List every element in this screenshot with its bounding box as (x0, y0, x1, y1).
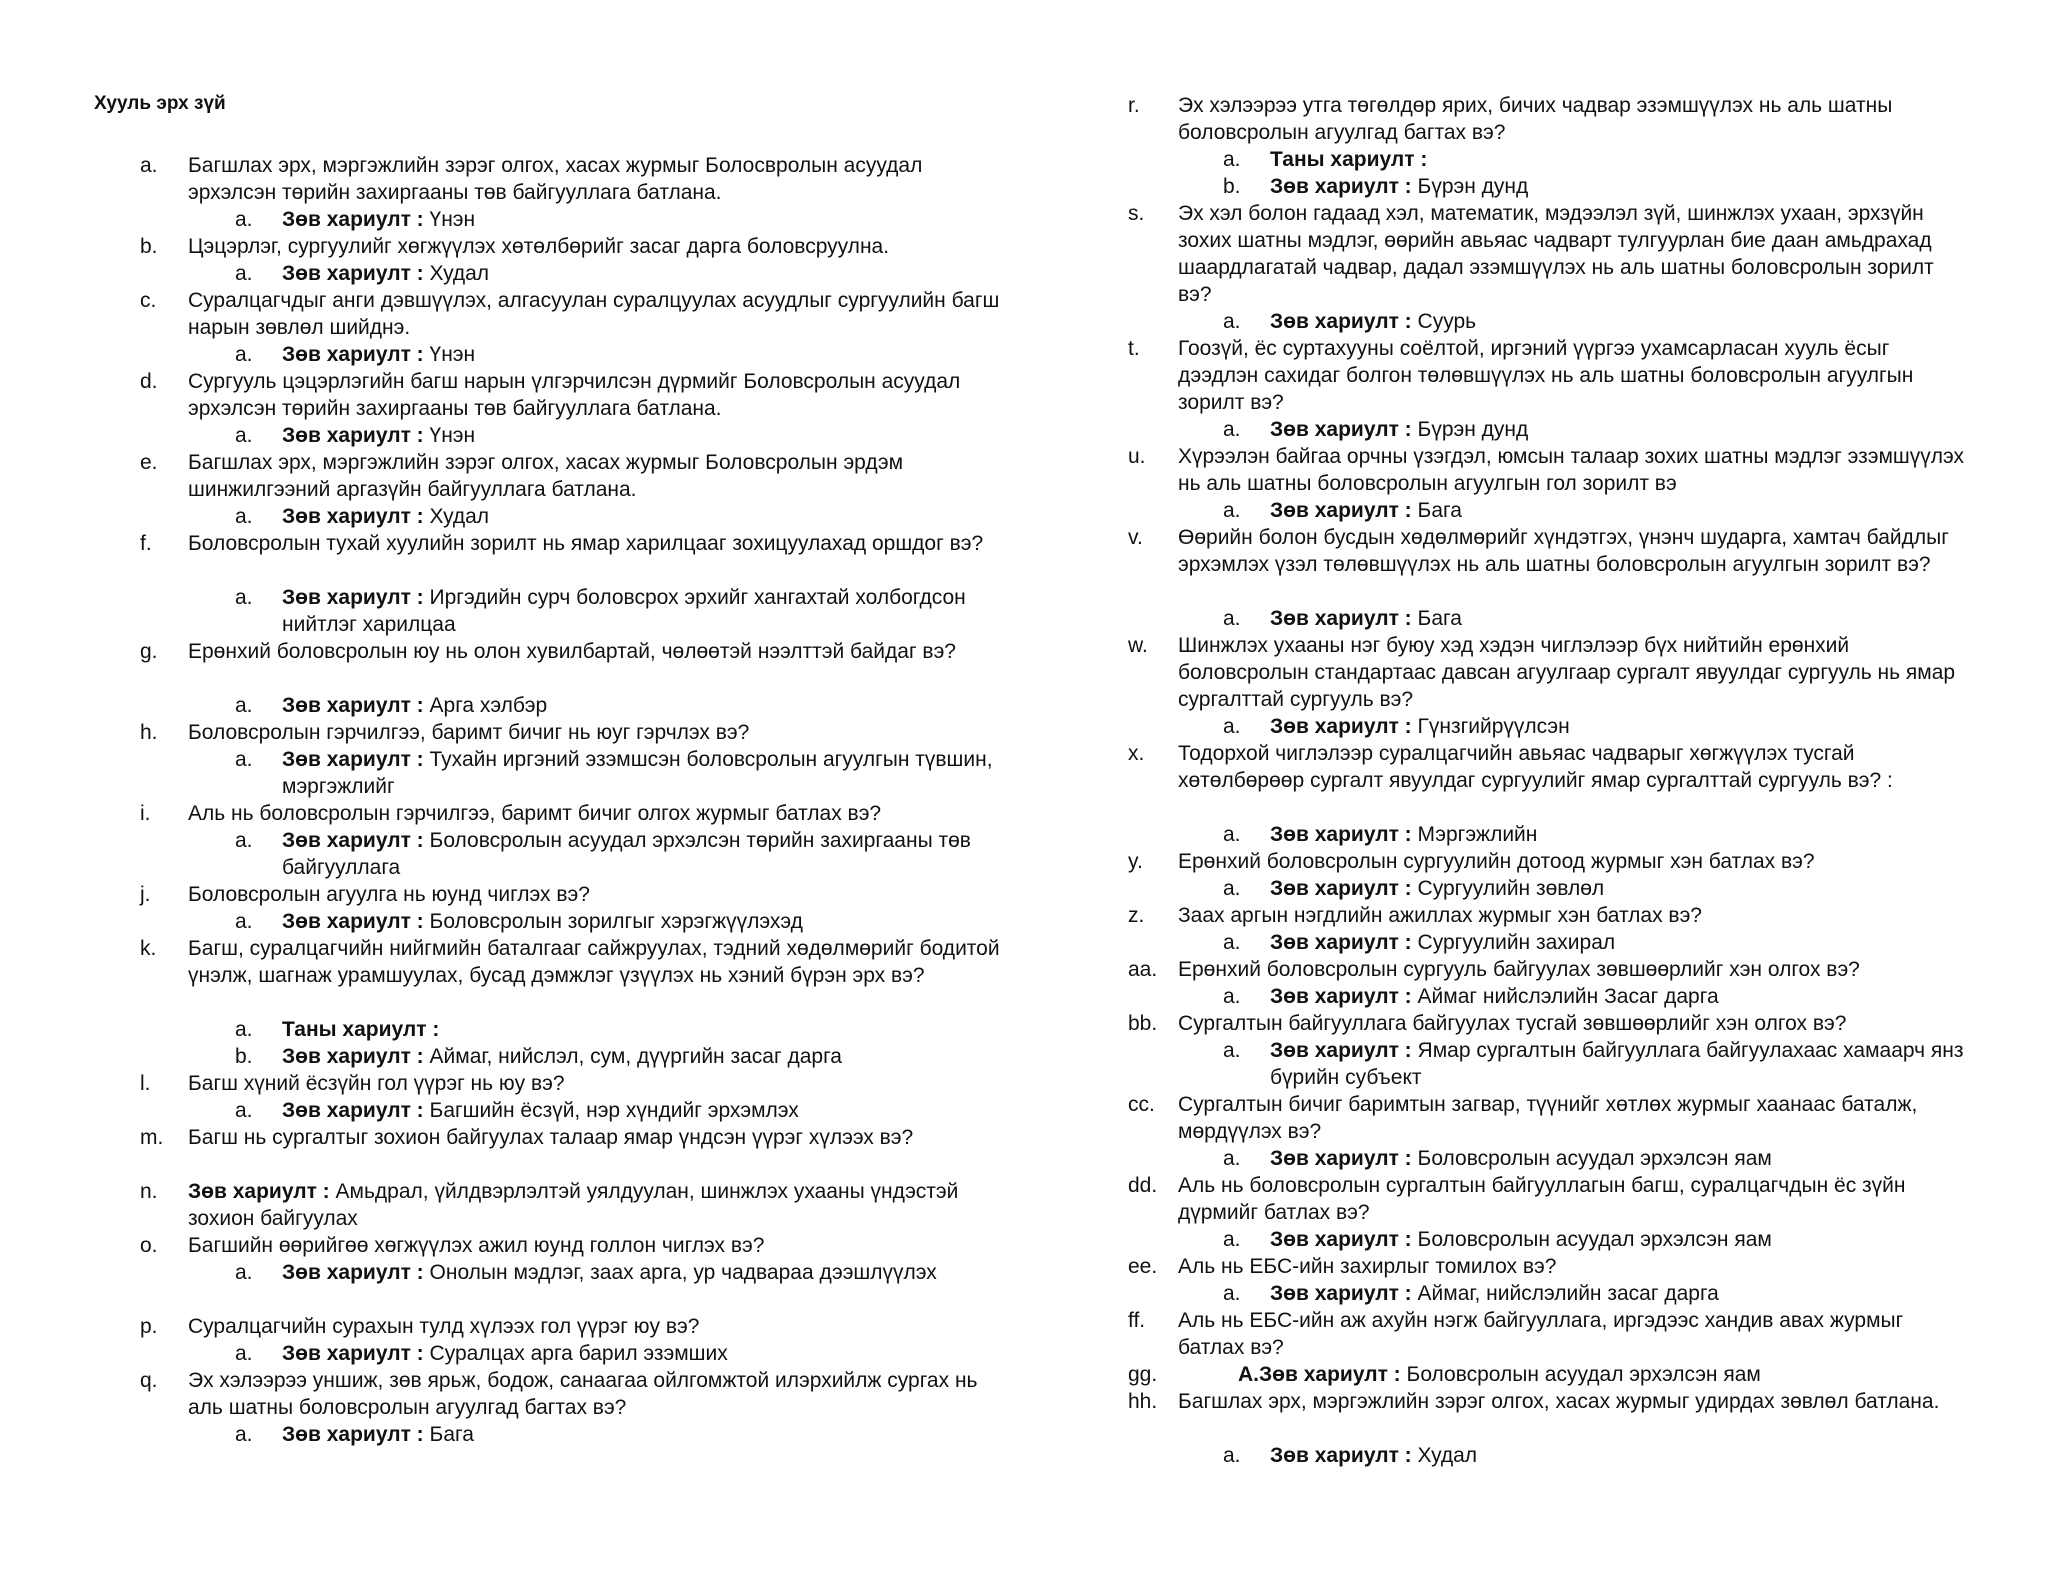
answer-body (1270, 605, 1968, 632)
question-item (1128, 1010, 1968, 1037)
answer-label: b. (235, 1045, 253, 1068)
answer-label: a. (1223, 310, 1241, 333)
question-item (1128, 92, 1968, 146)
answer-key: Зөв хариулт : (282, 424, 424, 447)
question-text: Аль нь боловсролын сургалтын байгууллагын багш, суралцагчдын ёс зүйн дүрмийг батлах вэ? (1178, 1174, 1906, 1224)
answer-body (282, 908, 1008, 935)
answer-body (282, 692, 1008, 719)
answer-key: Зөв хариулт : (1270, 1228, 1412, 1251)
answer-body (1270, 929, 1968, 956)
answer-text: Аймаг, нийслэлийн засаг дарга (1417, 1282, 1719, 1305)
answer-label: a. (1223, 715, 1241, 738)
answer-label: a. (1223, 931, 1241, 954)
answer-label: a. (235, 1261, 253, 1284)
question-label: s. (1128, 202, 1145, 225)
answer-text: Суралцах арга барил эзэмших (429, 1342, 728, 1365)
question-item (140, 152, 1008, 206)
answer-key: Зөв хариулт : (282, 694, 424, 717)
answer-text: Бага (1417, 607, 1462, 630)
answer-body (282, 1340, 1008, 1367)
answer-body (282, 1421, 1008, 1448)
answer-item (1223, 308, 1968, 335)
answer-key: Зөв хариулт : (282, 829, 424, 852)
answer-item (1223, 605, 1968, 632)
answer-key: Зөв хариулт : (1270, 1444, 1412, 1467)
question-label: x. (1128, 742, 1145, 765)
question-text: Аль нь боловсролын гэрчилгээ, баримт бичиг олгох журмыг батлах вэ? (188, 802, 882, 825)
answer-label: a. (235, 1423, 253, 1446)
answer-body (1270, 713, 1968, 740)
question-label: i. (140, 802, 151, 825)
question-text: Гоозүй, ёс суртахууны соёлтой, иргэний үүргээ ухамсарласан хууль ёсыг дээдлэн сахидаг болгон төлөвшүүлэх нь аль шатны боловсролын агуулгын зорилт вэ? (1178, 337, 1914, 414)
answer-key: Зөв хариулт : (282, 586, 424, 609)
answer-label: a. (1223, 1039, 1241, 1062)
question-label: e. (140, 451, 158, 474)
question-label: ff. (1128, 1309, 1146, 1332)
question-label: y. (1128, 850, 1143, 873)
answer-key: Зөв хариулт : (282, 1423, 424, 1446)
answer-label: b. (1223, 175, 1241, 198)
answer-key: Зөв хариулт : (1270, 1039, 1412, 1062)
answer-text: Гүнзгийрүүлсэн (1417, 715, 1570, 738)
answer-key: Зөв хариулт : (1270, 715, 1412, 738)
answer-key: Зөв хариулт : (1270, 310, 1412, 333)
answer-item (235, 1043, 1008, 1070)
answer-body (1270, 173, 1968, 200)
question-text: Багш нь сургалтыг зохион байгуулах талаар ямар үндсэн үүрэг хүлээх вэ? (188, 1126, 914, 1149)
question-item (140, 881, 1008, 908)
answer-key: Зөв хариулт : (1270, 985, 1412, 1008)
question-text: Эх хэл болон гадаад хэл, математик, мэдээлэл зүй, шинжлэх ухаан, эрхзүйн зохих шатны мэдлэг, өөрийн авьяас чадварт тулгуурлан бие даан амьдрахад шаардлагатай чадвар, дадал эзэмшүүлэх нь аль шатны боловсролын зорилт вэ? (1178, 202, 1934, 306)
question-item (140, 1178, 1008, 1232)
answer-body (1270, 983, 1968, 1010)
answer-label: a. (235, 208, 253, 231)
question-label: ee. (1128, 1255, 1158, 1278)
answer-text: Үнэн (429, 208, 476, 231)
answer-key: Зөв хариулт : (282, 262, 424, 285)
question-item (140, 719, 1008, 746)
question-item (140, 1232, 1008, 1259)
answer-text: Худал (1417, 1444, 1478, 1467)
question-text: Тодорхой чиглэлээр суралцагчийн авьяас чадварыг хөгжүүлэх тусгай хөтөлбөрөөр сургалт явуулдаг сургуулийг ямар сургалттай сургууль вэ? : (1178, 742, 1893, 792)
question-label: cc. (1128, 1093, 1155, 1116)
question-item (1128, 902, 1968, 929)
question-text: Эх хэлээрээ уншиж, зөв ярьж, бодож, санаагаа ойлгомжтой илэрхийлж сургах нь аль шатны боловсролын агуулгад багтах вэ? (188, 1369, 978, 1419)
question-text: Суралцагчийн сурахын тулд хүлээх гол үүрэг юу вэ? (188, 1315, 700, 1338)
question-label: a. (140, 154, 158, 177)
answer-key: Зөв хариулт : (1270, 418, 1412, 441)
answer-label: a. (235, 1342, 253, 1365)
answer-key: Зөв хариулт : (1270, 1282, 1412, 1305)
answer-body (1270, 146, 1968, 173)
question-text: Шинжлэх ухааны нэг буюу хэд хэдэн чиглэлээр бүх нийтийн ерөнхий боловсролын стандартаас давсан агуулгаар сургалт явуулдаг сургууль нь ямар сургалттай сургууль вэ? (1178, 634, 1956, 711)
question-text: Боловсролын гэрчилгээ, баримт бичиг нь юуг гэрчлэх вэ? (188, 721, 750, 744)
answer-key: Зөв хариулт : (282, 1045, 424, 1068)
answer-text: Сургуулийн зөвлөл (1417, 877, 1605, 900)
answer-item (1223, 929, 1968, 956)
answer-label: a. (1223, 1444, 1241, 1467)
question-item (140, 368, 1008, 422)
answer-text: Худал (429, 262, 490, 285)
answer-text: Худал (429, 505, 490, 528)
answer-label: a. (1223, 1228, 1241, 1251)
answer-label: a. (235, 505, 253, 528)
answer-body (282, 1016, 1008, 1043)
answer-item (235, 503, 1008, 530)
question-label: dd. (1128, 1174, 1158, 1197)
answer-body (1270, 821, 1968, 848)
question-item (140, 1124, 1008, 1151)
question-label: l. (140, 1072, 151, 1095)
answer-item (1223, 875, 1968, 902)
question-item (1128, 632, 1968, 713)
answer-item (1223, 1145, 1968, 1172)
answer-body (1270, 308, 1968, 335)
question-item (1128, 1361, 1968, 1388)
answer-text: Боловсролын асуудал эрхэлсэн төрийн захиргааны төв байгууллага (282, 829, 971, 879)
question-text (188, 1178, 1008, 1232)
question-text: Сургууль цэцэрлэгийн багш нарын үлгэрчилсэн дүрмийг Боловсролын асуудал эрхэлсэн төрийн захиргааны төв байгууллага батлана. (188, 370, 961, 420)
answer-item (235, 1097, 1008, 1124)
question-label: b. (140, 235, 158, 258)
answer-item (1223, 173, 1968, 200)
answer-item (1223, 713, 1968, 740)
answer-key: Зөв хариулт : (1270, 1147, 1412, 1170)
answer-item (1223, 1226, 1968, 1253)
answer-label: a. (1223, 499, 1241, 522)
answer-key: Зөв хариулт : (282, 748, 424, 771)
question-text: Багшийн өөрийгөө хөгжүүлэх ажил юунд голлон чиглэх вэ? (188, 1234, 765, 1257)
answer-item (235, 692, 1008, 719)
question-item (1128, 956, 1968, 983)
question-item (1128, 1091, 1968, 1145)
answer-key: Зөв хариулт : (1270, 175, 1412, 198)
question-text: Багш хүний ёсзүйн гол үүрэг нь юу вэ? (188, 1072, 565, 1095)
question-item (140, 449, 1008, 503)
answer-key: Зөв хариулт : (282, 1342, 424, 1365)
question-text: Аль нь ЕБС-ийн захирлыг томилох вэ? (1178, 1255, 1557, 1278)
answer-body (1270, 416, 1968, 443)
question-item (140, 935, 1008, 989)
question-text: Цэцэрлэг, сургуулийг хөгжүүлэх хөтөлбөрийг засаг дарга боловсруулна. (188, 235, 890, 258)
question-item (140, 1313, 1008, 1340)
answer-text: Боловсролын асуудал эрхэлсэн яам (1417, 1228, 1772, 1251)
answer-item (1223, 983, 1968, 1010)
answer-body (1270, 875, 1968, 902)
answer-key: Зөв хариулт : (282, 505, 424, 528)
answer-key: Зөв хариулт : (1270, 877, 1412, 900)
question-label: o. (140, 1234, 158, 1257)
answer-body (282, 746, 1008, 800)
answer-item (1223, 416, 1968, 443)
answer-key: Зөв хариулт : (1270, 823, 1412, 846)
question-item (1128, 1253, 1968, 1280)
answer-text: Аймаг, нийслэл, сум, дүүргийн засаг дарга (429, 1045, 842, 1068)
question-label: c. (140, 289, 157, 312)
question-text: Эх хэлээрээ утга төгөлдөр ярих, бичих чадвар эзэмшүүлэх нь аль шатны боловсролын агуулгад багтах вэ? (1178, 94, 1893, 144)
question-label: h. (140, 721, 158, 744)
question-item (140, 1367, 1008, 1421)
answer-body (282, 584, 1008, 638)
answer-text: Суурь (1417, 310, 1477, 333)
answer-label: a. (235, 748, 253, 771)
question-text: Аль нь ЕБС-ийн аж ахуйн нэгж байгууллага, иргэдээс хандив авах журмыг батлах вэ? (1178, 1309, 1904, 1359)
question-item (140, 287, 1008, 341)
question-text: Өөрийн болон бусдын хөдөлмөрийг хүндэтгэх, үнэнч шударга, хамтач байдлыг эрхэмлэх үзэл төлөвшүүлэх нь аль шатны боловсролын агуулгын зорилт вэ? (1178, 526, 1949, 576)
question-text: Сургалтын бичиг баримтын загвар, түүнийг хөтлөх журмыг хаанаас баталж, мөрдүүлэх вэ? (1178, 1093, 1918, 1143)
answer-label: a. (1223, 877, 1241, 900)
answer-item (1223, 1280, 1968, 1307)
answer-body (282, 503, 1008, 530)
answer-key: Зөв хариулт : (282, 343, 424, 366)
question-label: m. (140, 1126, 164, 1149)
answer-body (282, 1097, 1008, 1124)
answer-text: Бүрэн дунд (1417, 175, 1529, 198)
question-text: Заах аргын нэгдлийн ажиллах журмыг хэн батлах вэ? (1178, 904, 1702, 927)
question-label: j. (140, 883, 151, 906)
answer-label: a. (235, 424, 253, 447)
answer-body (1270, 1037, 1968, 1091)
question-text: Ерөнхий боловсролын сургуулийн дотоод журмыг хэн батлах вэ? (1178, 850, 1815, 873)
question-text: Хүрээлэн байгаа орчны үзэгдэл, юмсын талаар зохих шатны мэдлэг эзэмшүүлэх нь аль шатны боловсролын агуулгын гол зорилт вэ (1178, 445, 1965, 495)
answer-key: Зөв хариулт : (1270, 931, 1412, 954)
question-text: Багшлах эрх, мэргэжлийн зэрэг олгох, хасах журмыг Болосвролын асуудал эрхэлсэн төрийн захиргааны төв байгууллага батлана. (188, 154, 923, 204)
answer-text: Үнэн (429, 424, 476, 447)
question-text: Ерөнхий боловсролын юу нь олон хувилбартай, чөлөөтэй нээлттэй байдаг вэ? (188, 640, 956, 663)
answer-label: a. (235, 910, 253, 933)
answer-key: Зөв хариулт : (1270, 499, 1412, 522)
answer-body (282, 206, 1008, 233)
answer-item (235, 827, 1008, 881)
answer-body (282, 1043, 1008, 1070)
answer-text: Амьдрал, үйлдвэрлэлтэй уялдуулан, шинжлэх ухааны үндэстэй зохион байгуулах (188, 1180, 959, 1230)
answer-key: Зөв хариулт : (282, 1261, 424, 1284)
answer-label: a. (1223, 985, 1241, 1008)
answer-label: a. (235, 1099, 253, 1122)
question-label: g. (140, 640, 158, 663)
answer-body (1270, 1442, 1968, 1469)
question-item (1128, 200, 1968, 308)
your-answer-key: Таны хариулт : (282, 1018, 440, 1041)
answer-key: Зөв хариулт : (282, 910, 424, 933)
question-text: Багш, суралцагчийн нийгмийн баталгааг сайжруулах, тэдний хөдөлмөрийг бодитой үнэлж, шагнаж урамшуулах, бусад дэмжлэг үзүүлэх нь хэний бүрэн эрх вэ? (188, 937, 1000, 987)
question-label: q. (140, 1369, 158, 1392)
answer-item (235, 1259, 1008, 1286)
question-label: f. (140, 532, 152, 555)
answer-body (282, 422, 1008, 449)
answer-label: a. (235, 343, 253, 366)
answer-text: Бага (429, 1423, 474, 1446)
answer-body (1270, 1226, 1968, 1253)
question-item (1128, 443, 1968, 497)
answer-label: a. (235, 1018, 253, 1041)
answer-text: Боловсролын зорилгыг хэрэгжүүлэхэд (429, 910, 803, 933)
answer-body (282, 827, 1008, 881)
answer-item (1223, 497, 1968, 524)
answer-label: a. (235, 829, 253, 852)
question-label: v. (1128, 526, 1143, 549)
question-label: aa. (1128, 958, 1158, 981)
answer-body (1270, 1280, 1968, 1307)
answer-text: Аймаг нийслэлийн Засаг дарга (1417, 985, 1719, 1008)
question-text (1178, 1361, 1968, 1388)
question-item (1128, 1307, 1968, 1361)
answer-body (1270, 1145, 1968, 1172)
answer-item (235, 584, 1008, 638)
answer-text: Тухайн иргэний эзэмшсэн боловсролын агуулгын түвшин, мэргэжлийг (282, 748, 993, 798)
question-text: Сургалтын байгууллага байгуулах тусгай зөвшөөрлийг хэн олгох вэ? (1178, 1012, 1847, 1035)
answer-item (235, 908, 1008, 935)
answer-key: Зөв хариулт : (188, 1180, 330, 1203)
page-title: Хууль эрх зүй (94, 93, 226, 114)
question-label: r. (1128, 94, 1140, 117)
answer-body (282, 341, 1008, 368)
answer-text: Иргэдийн сурч боловсрох эрхийг хангахтай холбогдсон нийтлэг харилцаа (282, 586, 966, 636)
answer-label: a. (1223, 148, 1241, 171)
question-label: gg. (1128, 1363, 1158, 1386)
question-item (1128, 740, 1968, 794)
question-item (1128, 335, 1968, 416)
answer-body (282, 260, 1008, 287)
answer-item (1223, 1442, 1968, 1469)
question-label: t. (1128, 337, 1140, 360)
answer-item (235, 1016, 1008, 1043)
question-text: Ерөнхий боловсролын сургууль байгуулах зөвшөөрлийг хэн олгох вэ? (1178, 958, 1860, 981)
answer-key: Зөв хариулт : (282, 1099, 424, 1122)
question-item (140, 1070, 1008, 1097)
answer-label: a. (1223, 1147, 1241, 1170)
answer-key: Зөв хариулт : (282, 208, 424, 231)
question-label: k. (140, 937, 157, 960)
answer-item (235, 341, 1008, 368)
answer-text: Боловсролын асуудал эрхэлсэн яам (1417, 1147, 1772, 1170)
question-item (140, 233, 1008, 260)
answer-text: Сургуулийн захирал (1417, 931, 1616, 954)
answer-label: a. (235, 586, 253, 609)
answer-item (235, 422, 1008, 449)
answer-text: Ямар сургалтын байгууллага байгуулахаас хамаарч янз бүрийн субъект (1270, 1039, 1964, 1089)
answer-text: Багшийн ёсзүй, нэр хүндийг эрхэмлэх (429, 1099, 799, 1122)
answer-text: Боловсролын асуудал эрхэлсэн яам (1406, 1363, 1761, 1386)
question-label: p. (140, 1315, 158, 1338)
answer-item (1223, 821, 1968, 848)
answer-label: a. (1223, 418, 1241, 441)
question-item (140, 638, 1008, 665)
answer-key: А.Зөв хариулт : (1238, 1363, 1401, 1386)
question-text: Боловсролын агуулга нь юунд чиглэх вэ? (188, 883, 590, 906)
question-item (140, 530, 1008, 557)
question-label: bb. (1128, 1012, 1158, 1035)
question-label: hh. (1128, 1390, 1158, 1413)
question-item (1128, 524, 1968, 578)
question-item (140, 800, 1008, 827)
answer-item (235, 746, 1008, 800)
question-label: d. (140, 370, 158, 393)
answer-text: Онолын мэдлэг, заах арга, ур чадвараа дээшлүүлэх (429, 1261, 937, 1284)
question-item (1128, 1388, 1968, 1415)
answer-item (235, 260, 1008, 287)
answer-item (1223, 146, 1968, 173)
answer-label: a. (1223, 823, 1241, 846)
answer-label: a. (235, 262, 253, 285)
question-text: Багшлах эрх, мэргэжлийн зэрэг олгох, хасах журмыг Боловсролын эрдэм шинжилгээний аргазүйн байгууллага батлана. (188, 451, 904, 501)
answer-text: Бага (1417, 499, 1462, 522)
question-text: Суралцагчдыг анги дэвшүүлэх, алгасуулан суралцуулах асуудлыг сургуулийн багш нарын зөвлөл шийднэ. (188, 289, 1000, 339)
question-text: Багшлах эрх, мэргэжлийн зэрэг олгох, хасах журмыг удирдах зөвлөл батлана. (1178, 1390, 1940, 1413)
answer-item (235, 1421, 1008, 1448)
answer-label: a. (235, 694, 253, 717)
question-item (1128, 848, 1968, 875)
answer-text: Үнэн (429, 343, 476, 366)
answer-label: a. (1223, 607, 1241, 630)
question-label: u. (1128, 445, 1146, 468)
answer-body (282, 1259, 1008, 1286)
answer-item (1223, 1037, 1968, 1091)
question-text: Боловсролын тухай хуулийн зорилт нь ямар харилцааг зохицуулахад оршдог вэ? (188, 532, 984, 555)
answer-body (1270, 497, 1968, 524)
question-label: z. (1128, 904, 1145, 927)
answer-text: Бүрэн дунд (1417, 418, 1529, 441)
answer-text: Арга хэлбэр (429, 694, 548, 717)
question-label: n. (140, 1180, 158, 1203)
answer-item (235, 1340, 1008, 1367)
answer-text: Мэргэжлийн (1417, 823, 1538, 846)
answer-item (235, 206, 1008, 233)
question-label: w. (1128, 634, 1148, 657)
your-answer-key: Таны хариулт : (1270, 148, 1428, 171)
answer-label: a. (1223, 1282, 1241, 1305)
answer-key: Зөв хариулт : (1270, 607, 1412, 630)
question-item (1128, 1172, 1968, 1226)
